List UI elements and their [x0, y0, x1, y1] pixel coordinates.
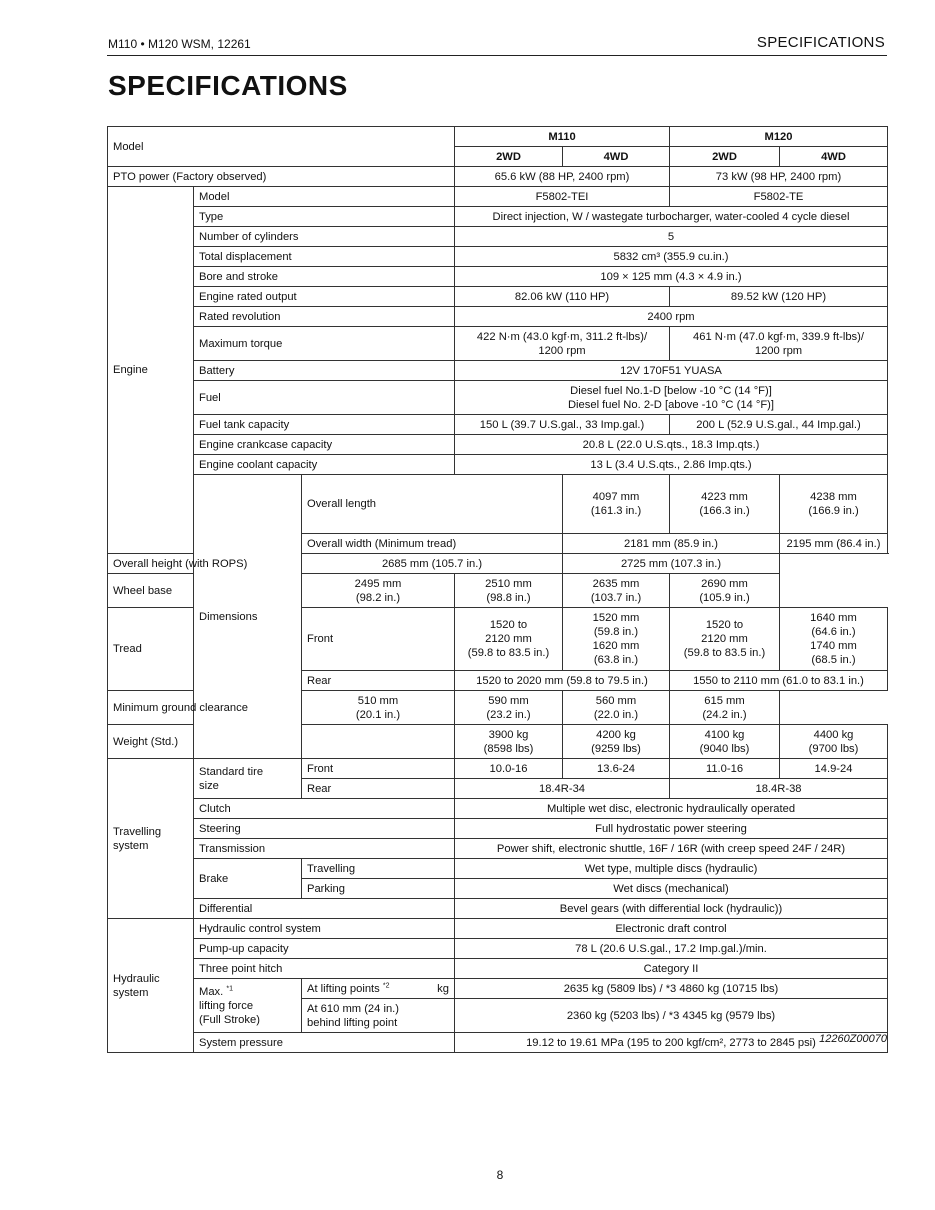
- rated-revolution-value: 2400 rpm: [455, 307, 888, 327]
- tread-rear-m120: 1550 to 2110 mm (61.0 to 83.1 in.): [670, 671, 888, 691]
- table-row: [108, 859, 888, 879]
- engine-type-value: Direct injection, W / wastegate turbocharger, water-cooled 4 cycle diesel: [455, 207, 888, 227]
- table-row: [108, 979, 888, 999]
- m110-4wd-header: 4WD: [563, 147, 670, 167]
- wheelbase-m120-4wd: 2690 mm (105.9 in.): [670, 574, 780, 608]
- fuel-tank-m120: 200 L (52.9 U.S.gal., 44 Imp.gal.): [670, 415, 888, 435]
- tire-size-label: Standard tire size: [194, 759, 302, 799]
- three-point-hitch-label: Three point hitch: [194, 959, 455, 979]
- bore-stroke-label: Bore and stroke: [194, 267, 455, 287]
- table-row: [108, 127, 888, 147]
- length-m110-2wd: 4097 mm (161.3 in.): [563, 475, 670, 534]
- page-number: 8: [496, 1168, 504, 1182]
- coolant-value: 13 L (3.4 U.S.qts., 2.86 Imp.qts.): [455, 455, 888, 475]
- table-row: [108, 554, 888, 574]
- differential-value: Bevel gears (with differential lock (hydraulic)): [455, 899, 888, 919]
- max-torque-m120: 461 N·m (47.0 kgf·m, 339.9 ft-lbs)/ 1200 rpm: [670, 327, 888, 361]
- tread-label: Tread: [108, 608, 194, 691]
- clearance-m120-4wd: 615 mm (24.2 in.): [670, 691, 780, 725]
- pto-label: PTO power (Factory observed): [108, 167, 455, 187]
- tire-front-label: Front: [302, 759, 455, 779]
- coolant-label: Engine coolant capacity: [194, 455, 455, 475]
- table-row: [108, 207, 888, 227]
- specifications-table: [107, 126, 888, 1053]
- table-row: [108, 691, 888, 725]
- table-row: [108, 759, 888, 779]
- table-row: [108, 381, 888, 415]
- brake-parking-label: Parking: [302, 879, 455, 899]
- table-row: [108, 307, 888, 327]
- m120-header: M120: [670, 127, 888, 147]
- max-lifting-force-label: Max. $^{*1}$ lifting force (Full Stroke): [194, 979, 302, 1033]
- tread-front-label: Front: [302, 608, 455, 671]
- m110-header: M110: [455, 127, 670, 147]
- table-row: [108, 361, 888, 381]
- brake-travelling-value: Wet type, multiple discs (hydraulic): [455, 859, 888, 879]
- lifting-points-value: 2635 kg (5809 lbs) / *3 4860 kg (10715 lbs): [455, 979, 888, 999]
- table-row: [108, 455, 888, 475]
- m120-4wd-header: 4WD: [780, 147, 888, 167]
- engine-type-label: Type: [194, 207, 455, 227]
- wheelbase-m110-4wd: 2510 mm (98.8 in.): [455, 574, 563, 608]
- behind-lifting-point-value: 2360 kg (5203 lbs) / *3 4345 kg (9579 lbs): [455, 999, 888, 1033]
- table-row: [108, 959, 888, 979]
- table-row: [108, 574, 888, 608]
- table-row: [108, 267, 888, 287]
- tire-rear-m120: 18.4R-38: [670, 779, 888, 799]
- transmission-label: Transmission: [194, 839, 455, 859]
- overall-width-label: Overall width (Minimum tread): [302, 534, 563, 554]
- overall-length-label: Overall length: [302, 475, 563, 534]
- table-row: [108, 819, 888, 839]
- tire-front-m120-2wd: 11.0-16: [670, 759, 780, 779]
- hydraulic-control-value: Electronic draft control: [455, 919, 888, 939]
- cylinders-value: 5: [455, 227, 888, 247]
- bore-stroke-value: 109 × 125 mm (4.3 × 4.9 in.): [455, 267, 888, 287]
- crankcase-value: 20.8 L (22.0 U.S.qts., 18.3 Imp.qts.): [455, 435, 888, 455]
- fuel-label: Fuel: [194, 381, 455, 415]
- fuel-tank-label: Fuel tank capacity: [194, 415, 455, 435]
- tread-front-m110-2wd: 1520 to 2120 mm (59.8 to 83.5 in.): [455, 608, 563, 671]
- steering-value: Full hydrostatic power steering: [455, 819, 888, 839]
- wheelbase-m120-2wd: 2635 mm (103.7 in.): [563, 574, 670, 608]
- travelling-section-label: Travelling system: [108, 759, 194, 919]
- table-row: [108, 1033, 888, 1053]
- table-row: [108, 839, 888, 859]
- table-row: [108, 187, 888, 207]
- tread-rear-label: Rear: [302, 671, 455, 691]
- page-title: SPECIFICATIONS: [108, 70, 348, 101]
- ground-clearance-label: Minimum ground clearance: [108, 691, 302, 725]
- table-row: [108, 799, 888, 819]
- brake-label: Brake: [194, 859, 302, 899]
- rated-output-m110: 82.06 kW (110 HP): [455, 287, 670, 307]
- tread-front-m120-2wd: 1520 to 2120 mm (59.8 to 83.5 in.): [670, 608, 780, 671]
- engine-model-m110: F5802-TEI: [455, 187, 670, 207]
- table-row: [108, 939, 888, 959]
- rated-output-label: Engine rated output: [194, 287, 455, 307]
- clearance-m120-2wd: 560 mm (22.0 in.): [563, 691, 670, 725]
- pump-capacity-label: Pump-up capacity: [194, 939, 455, 959]
- clearance-m110-4wd: 590 mm (23.2 in.): [455, 691, 563, 725]
- pto-m120: 73 kW (98 HP, 2400 rpm): [670, 167, 888, 187]
- brake-travelling-label: Travelling: [302, 859, 455, 879]
- brake-parking-value: Wet discs (mechanical): [455, 879, 888, 899]
- engine-model-label: Model: [194, 187, 455, 207]
- table-row: [108, 899, 888, 919]
- displacement-value: 5832 cm³ (355.9 cu.in.): [455, 247, 888, 267]
- behind-lifting-point-label: At 610 mm (24 in.) behind lifting point: [302, 999, 455, 1033]
- clutch-value: Multiple wet disc, electronic hydraulically operated: [455, 799, 888, 819]
- weight-m120-4wd: 4400 kg (9700 lbs): [780, 725, 888, 759]
- tread-front-m120-4wd: 1640 mm (64.6 in.) 1740 mm (68.5 in.): [780, 608, 888, 671]
- weight-m110-2wd: 3900 kg (8598 lbs): [455, 725, 563, 759]
- table-row: [108, 227, 888, 247]
- header-section-title: SPECIFICATIONS: [756, 34, 885, 51]
- tire-front-m120-4wd: 14.9-24: [780, 759, 888, 779]
- header-divider: [107, 55, 887, 56]
- height-m120: 2725 mm (107.3 in.): [563, 554, 780, 574]
- height-m110: 2685 mm (105.7 in.): [302, 554, 563, 574]
- battery-value: 12V 170F51 YUASA: [455, 361, 888, 381]
- tire-front-m110-2wd: 10.0-16: [455, 759, 563, 779]
- table-row: [108, 327, 888, 361]
- pump-capacity-value: 78 L (20.6 U.S.gal., 17.2 Imp.gal.)/min.: [455, 939, 888, 959]
- rated-revolution-label: Rated revolution: [194, 307, 455, 327]
- clearance-m110-2wd: 510 mm (20.1 in.): [302, 691, 455, 725]
- lifting-points-label: At lifting points $^{*2}$ kg: [302, 979, 455, 999]
- weight-m110-4wd: 4200 kg (9259 lbs): [563, 725, 670, 759]
- table-row: [108, 435, 888, 455]
- hydraulic-control-label: Hydraulic control system: [194, 919, 455, 939]
- wheelbase-m110-2wd: 2495 mm (98.2 in.): [302, 574, 455, 608]
- tire-front-m110-4wd: 13.6-24: [563, 759, 670, 779]
- differential-label: Differential: [194, 899, 455, 919]
- length-m110-4wd: 4223 mm (166.3 in.): [670, 475, 780, 534]
- system-pressure-label: System pressure: [194, 1033, 455, 1053]
- three-point-hitch-value: Category II: [455, 959, 888, 979]
- rated-output-m120: 89.52 kW (120 HP): [670, 287, 888, 307]
- table-row: [108, 287, 888, 307]
- table-row: [108, 167, 888, 187]
- max-torque-m110: 422 N·m (43.0 kgf·m, 311.2 ft-lbs)/ 1200 rpm: [455, 327, 670, 361]
- engine-model-m120: F5802-TE: [670, 187, 888, 207]
- model-label: Model: [108, 127, 455, 167]
- figure-code: 12260Z00070: [819, 1033, 887, 1045]
- table-row: [108, 919, 888, 939]
- tire-rear-label: Rear: [302, 779, 455, 799]
- crankcase-label: Engine crankcase capacity: [194, 435, 455, 455]
- pto-m110: 65.6 kW (88 HP, 2400 rpm): [455, 167, 670, 187]
- width-m120: 2195 mm (86.4 in.): [780, 534, 888, 554]
- engine-section-label: Engine: [108, 187, 194, 554]
- tread-rear-m110: 1520 to 2020 mm (59.8 to 79.5 in.): [455, 671, 670, 691]
- table-row: [108, 725, 888, 759]
- steering-label: Steering: [194, 819, 455, 839]
- width-m110: 2181 mm (85.9 in.): [563, 534, 780, 554]
- battery-label: Battery: [194, 361, 455, 381]
- table-row: [108, 415, 888, 435]
- cylinders-label: Number of cylinders: [194, 227, 455, 247]
- weight-m120-2wd: 4100 kg (9040 lbs): [670, 725, 780, 759]
- clutch-label: Clutch: [194, 799, 455, 819]
- system-pressure-value: 19.12 to 19.61 MPa (195 to 200 kgf/cm², 2773 to 2845 psi): [455, 1033, 888, 1053]
- tire-rear-m110: 18.4R-34: [455, 779, 670, 799]
- m110-2wd-header: 2WD: [455, 147, 563, 167]
- displacement-label: Total displacement: [194, 247, 455, 267]
- table-row: [108, 247, 888, 267]
- hydraulic-section-label: Hydraulic system: [108, 919, 194, 1053]
- tread-front-m110-4wd: 1520 mm (59.8 in.) 1620 mm (63.8 in.): [563, 608, 670, 671]
- fuel-tank-m110: 150 L (39.7 U.S.gal., 33 Imp.gal.): [455, 415, 670, 435]
- max-torque-label: Maximum torque: [194, 327, 455, 361]
- overall-height-label: Overall height (with ROPS): [108, 554, 302, 574]
- table-row: [108, 475, 888, 534]
- dimensions-section-label: Dimensions: [194, 475, 302, 759]
- weight-label: Weight (Std.): [108, 725, 455, 759]
- transmission-value: Power shift, electronic shuttle, 16F / 16R (with creep speed 24F / 24R): [455, 839, 888, 859]
- length-m120-2wd: 4238 mm (166.9 in.): [780, 475, 888, 534]
- wheel-base-label: Wheel base: [108, 574, 302, 608]
- header-document-id: M110 • M120 WSM, 12261: [108, 37, 251, 51]
- fuel-value: Diesel fuel No.1-D [below -10 °C (14 °F)] Diesel fuel No. 2-D [above -10 °C (14 °F)]: [455, 381, 888, 415]
- m120-2wd-header: 2WD: [670, 147, 780, 167]
